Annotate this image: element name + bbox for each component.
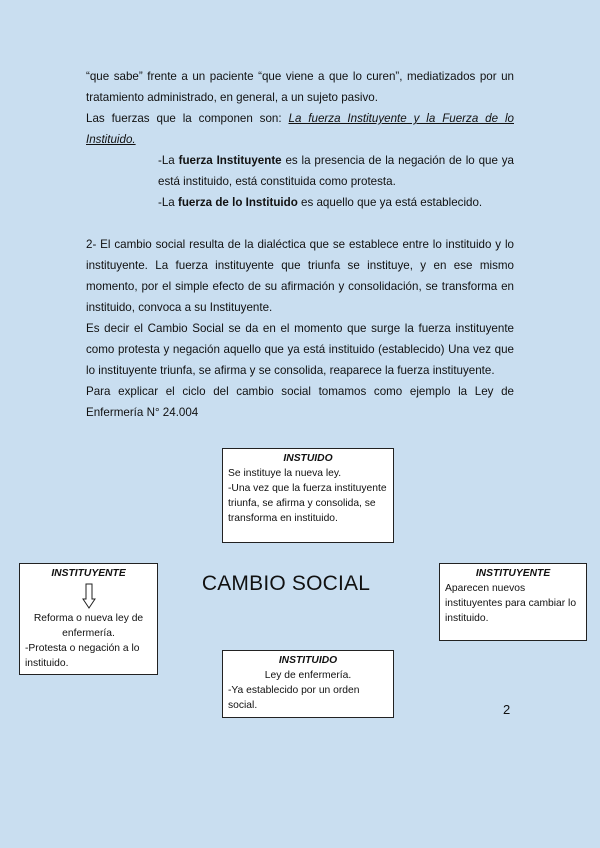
forces-link: La fuerza Instituyente y la Fuerza de lo Instituido. <box>86 112 514 146</box>
box-line: -Una vez que la fuerza instituyente triunfa, se afirma y consolida, se transforma en instituido. <box>228 483 387 524</box>
box-header: INSTUIDO <box>283 453 333 464</box>
paragraph-2-prefix: Las fuerzas que la componen son: <box>86 112 289 125</box>
instituido-bottom-box <box>222 650 394 718</box>
box-header: INSTITUYENTE <box>51 568 126 579</box>
bullet-prefix: -La <box>158 154 179 167</box>
paragraph-5: Para explicar el ciclo del cambio social tomamos como ejemplo la Ley de Enfermería N° 24.004 <box>86 385 514 419</box>
bullet-bold: fuerza Instituyente <box>178 154 282 167</box>
box-line: -Protesta o negación a lo instituido. <box>25 643 140 669</box>
bullet-instituyente <box>86 150 514 192</box>
paragraph-2 <box>86 108 514 150</box>
bullet-prefix: -La <box>158 196 178 209</box>
spacer <box>86 213 514 234</box>
bullet-rest: es aquello que ya está establecido. <box>297 196 483 209</box>
box-line: Se instituye la nueva ley. <box>228 468 342 479</box>
instituido-top-box <box>222 448 394 543</box>
bullet-bold: fuerza de lo Instituido <box>177 196 298 209</box>
arrow-down-icon <box>82 583 96 609</box>
instituyente-right-box <box>439 563 587 641</box>
diagram-title: CAMBIO SOCIAL <box>201 572 371 595</box>
paragraph-1: “que sabe” frente a un paciente “que viene a que lo curen”, mediatizados por un tratamiento administrado, en general, a un sujeto pasivo. <box>86 70 514 104</box>
body-text <box>86 66 514 423</box>
box-header: INSTITUYENTE <box>475 568 551 579</box>
bullet-instituido <box>86 192 514 213</box>
page-number: 2 <box>503 702 511 717</box>
box-line: Reforma o nueva ley de enfermería. <box>33 613 144 639</box>
box-header: INSTITUIDO <box>278 655 338 666</box>
paragraph-3: 2- El cambio social resulta de la dialéctica que se establece entre lo instituido y lo instituyente. La fuerza instituyente que triunfa se instituye, y en ese mismo momento, por el simple efecto de su afirmación y consolidación, se transforma en instituido, convoca a su Instituyente. <box>86 238 514 314</box>
instituyente-left-box <box>19 563 158 675</box>
bullet-rest: es la presencia de la negación de lo que ya está instituido, está constituida como protesta. <box>158 154 514 188</box>
paragraph-4: Es decir el Cambio Social se da en el momento que surge la fuerza instituyente como protesta y negación aquello que ya está instituido (establecido) Una vez que lo instituyente triunfa, se afirma y se consolida, reaparece la fuerza instituyente. <box>86 322 514 377</box>
box-line: Aparecen nuevos instituyentes para cambiar lo instituido. <box>445 583 577 624</box>
box-line: -Ya establecido por un orden social. <box>228 685 360 711</box>
box-line: Ley de enfermería. <box>264 670 352 681</box>
